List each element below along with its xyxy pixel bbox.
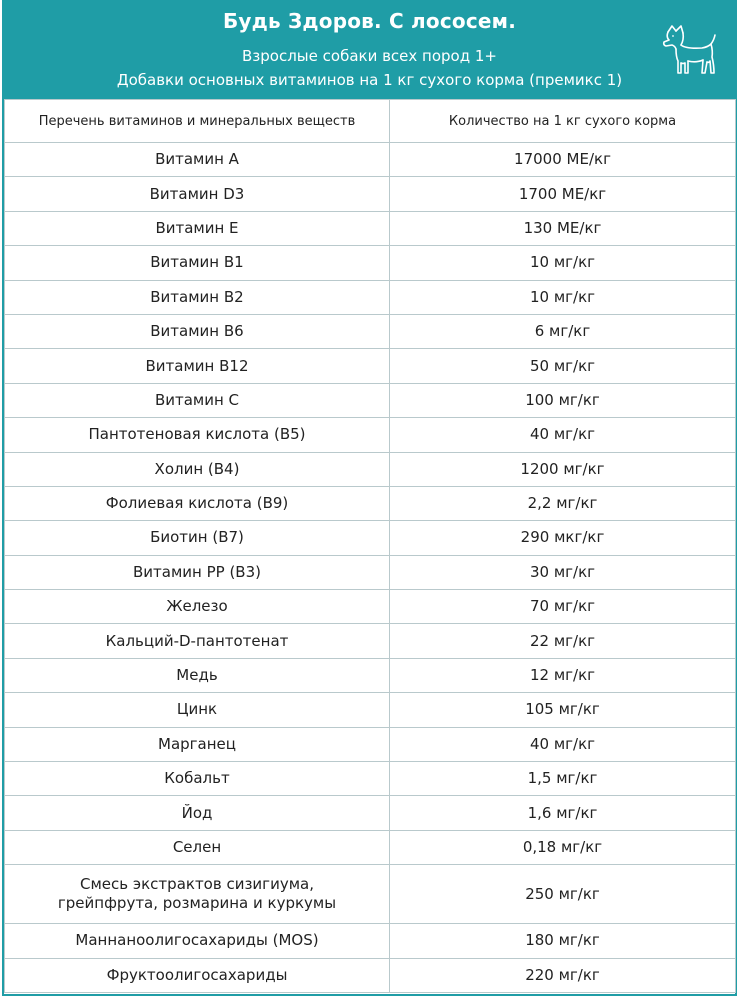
nutrient-name-text: Витамин РР (В3) xyxy=(132,562,261,581)
nutrient-amount: 105 мг/кг xyxy=(390,693,736,727)
nutrient-amount: 10 мг/кг xyxy=(390,280,736,314)
nutrient-name xyxy=(5,762,390,796)
nutrient-amount: 180 мг/кг xyxy=(390,924,736,958)
table-row xyxy=(5,796,736,830)
nutrient-name xyxy=(5,177,390,211)
table-row xyxy=(5,314,736,348)
nutrient-name-text: Фруктоолигосахариды xyxy=(106,965,288,984)
nutrient-name xyxy=(5,246,390,280)
nutrient-name-text: Холин (В4) xyxy=(154,459,240,478)
nutrient-amount: 40 мг/кг xyxy=(390,418,736,452)
table-row xyxy=(5,624,736,658)
nutrient-name-text: Кобальт xyxy=(164,769,230,788)
nutrient-name xyxy=(5,865,390,924)
dog-icon xyxy=(662,23,720,77)
nutrient-name-text: Смесь экстрактов сизигиума, xyxy=(80,875,314,894)
nutrient-amount: 50 мг/кг xyxy=(390,349,736,383)
table-row xyxy=(5,452,736,486)
nutrient-amount: 12 мг/кг xyxy=(390,658,736,692)
table-row xyxy=(5,211,736,245)
nutrient-name xyxy=(5,830,390,864)
table-row xyxy=(5,658,736,692)
nutrient-name-text: Медь xyxy=(176,666,218,685)
nutrient-name-text: Пантотеновая кислота (В5) xyxy=(88,425,306,444)
nutrient-amount: 1700 МЕ/кг xyxy=(390,177,736,211)
nutrient-amount: 250 мг/кг xyxy=(390,865,736,924)
nutrient-amount: 22 мг/кг xyxy=(390,624,736,658)
table-row xyxy=(5,349,736,383)
column-header-amount: Количество на 1 кг сухого корма xyxy=(390,100,736,143)
nutrient-amount: 100 мг/кг xyxy=(390,383,736,417)
table-row xyxy=(5,865,736,924)
table-row xyxy=(5,924,736,958)
nutrient-name xyxy=(5,280,390,314)
nutrient-name-text: Селен xyxy=(172,838,222,856)
nutrient-name xyxy=(5,658,390,692)
nutrient-name-text: Марганец xyxy=(158,734,236,753)
nutrient-amount: 40 мг/кг xyxy=(390,727,736,761)
nutrient-name xyxy=(5,958,390,992)
table-row xyxy=(5,246,736,280)
vitamin-table xyxy=(4,99,736,993)
nutrient-name xyxy=(5,486,390,520)
nutrient-amount: 17000 МЕ/кг xyxy=(390,143,736,177)
nutrient-amount: 290 мкг/кг xyxy=(390,521,736,555)
nutrient-name-text: Витамин А xyxy=(155,150,239,169)
table-row xyxy=(5,590,736,624)
nutrient-name-text: Витамин С xyxy=(154,390,240,409)
nutrient-amount: 70 мг/кг xyxy=(390,590,736,624)
nutrient-name-text: Биотин (В7) xyxy=(150,528,244,547)
nutrient-amount: 1,6 мг/кг xyxy=(390,796,736,830)
nutrient-name xyxy=(5,624,390,658)
table-row xyxy=(5,958,736,992)
nutrient-amount: 220 мг/кг xyxy=(390,958,736,992)
nutrient-name-text: Витамин D3 xyxy=(149,184,245,203)
nutrient-name xyxy=(5,211,390,245)
nutrient-name xyxy=(5,521,390,555)
nutrient-name xyxy=(5,924,390,958)
table-row xyxy=(5,280,736,314)
nutrient-name xyxy=(5,693,390,727)
nutrient-name-text: Витамин В6 xyxy=(150,322,244,341)
table-row xyxy=(5,177,736,211)
nutrient-name-text: Фолиевая кислота (В9) xyxy=(105,494,289,513)
nutrient-name-text: Витамин В2 xyxy=(150,287,244,306)
table-row xyxy=(5,555,736,589)
table-row xyxy=(5,521,736,555)
table-row xyxy=(5,418,736,452)
table-row xyxy=(5,693,736,727)
nutrient-name-text: Маннаноолигосахариды (MOS) xyxy=(75,931,319,950)
nutrient-name-text: Железо xyxy=(166,597,228,616)
table-row xyxy=(5,143,736,177)
nutrient-amount: 6 мг/кг xyxy=(390,314,736,348)
subtitle-description: Добавки основных витаминов на 1 кг сухого корма (премикс 1) xyxy=(116,71,623,89)
table-row xyxy=(5,830,736,864)
header-banner xyxy=(2,0,737,99)
nutrient-name-text: Витамин В1 xyxy=(150,253,244,272)
nutrient-name xyxy=(5,314,390,348)
nutrient-name-text: Йод xyxy=(181,803,213,822)
nutrient-name xyxy=(5,727,390,761)
subtitle-audience: Взрослые собаки всех пород 1+ xyxy=(242,47,497,65)
table-row xyxy=(5,762,736,796)
column-header-name: Перечень витаминов и минеральных веществ xyxy=(5,100,390,143)
nutrient-amount: 30 мг/кг xyxy=(390,555,736,589)
nutrient-amount: 0,18 мг/кг xyxy=(390,830,736,864)
nutrient-name xyxy=(5,555,390,589)
table-row xyxy=(5,727,736,761)
nutrient-name xyxy=(5,590,390,624)
nutrient-amount: 2,2 мг/кг xyxy=(390,486,736,520)
nutrient-name xyxy=(5,796,390,830)
nutrient-name xyxy=(5,418,390,452)
nutrient-name xyxy=(5,383,390,417)
nutrient-amount: 1200 мг/кг xyxy=(390,452,736,486)
nutrient-name xyxy=(5,143,390,177)
nutrient-name xyxy=(5,349,390,383)
nutrient-name-text: Витамин В12 xyxy=(145,356,249,375)
page-title: Будь Здоров. С лососем. xyxy=(222,9,516,33)
table-header-row xyxy=(5,100,736,143)
nutrient-amount: 1,5 мг/кг xyxy=(390,762,736,796)
nutrient-name-text: Кальций-D-пантотенат xyxy=(105,631,289,650)
nutrient-name-text-line2: грейпфрута, розмарина и куркумы xyxy=(57,894,337,913)
table-row xyxy=(5,486,736,520)
nutrient-name-text: Цинк xyxy=(176,700,218,719)
nutrient-amount: 130 МЕ/кг xyxy=(390,211,736,245)
nutrient-amount: 10 мг/кг xyxy=(390,246,736,280)
table-row xyxy=(5,383,736,417)
nutrient-name xyxy=(5,452,390,486)
nutrient-name-text: Витамин Е xyxy=(155,218,239,237)
